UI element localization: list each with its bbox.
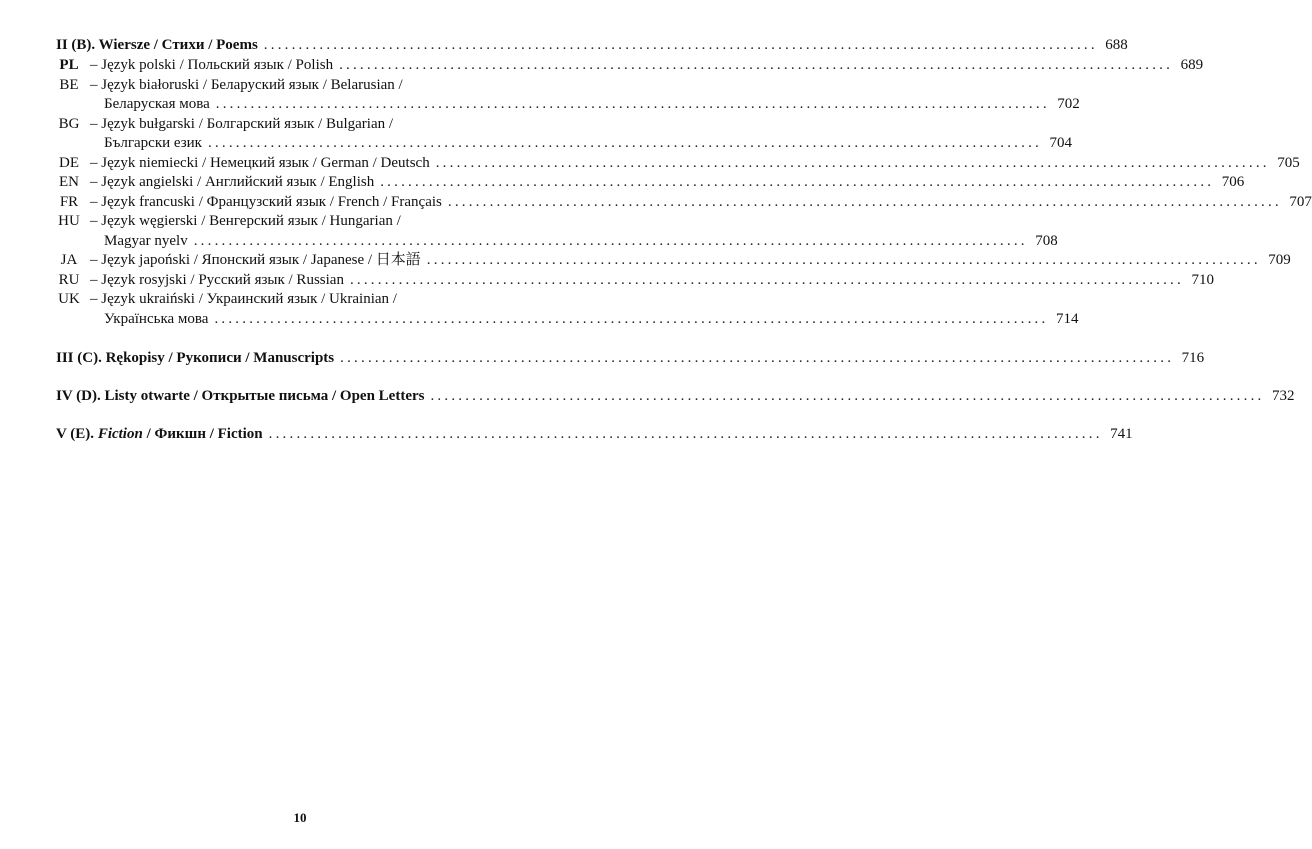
spacer bbox=[56, 369, 538, 385]
language-entry-be-continued bbox=[56, 95, 1080, 115]
language-entry-hu-continued bbox=[56, 232, 1058, 252]
page-number: 688 bbox=[1105, 37, 1128, 53]
dot-leader: ........................................................................................................................ bbox=[430, 388, 1265, 404]
dot-leader: ........................................................................................................................ bbox=[339, 57, 1174, 73]
dot-leader: ........................................................................................................................ bbox=[340, 350, 1175, 366]
language-title: – Język polski / Польский язык / Polish bbox=[90, 57, 334, 73]
section-title-italic: Fiction bbox=[97, 426, 143, 442]
language-title: – Język węgierski / Венгерский язык / Hungarian / bbox=[90, 213, 401, 229]
dot-leader: ........................................................................................................................ bbox=[193, 232, 1028, 249]
page-number: 707 bbox=[1289, 193, 1312, 210]
language-entry-ru bbox=[56, 271, 1214, 291]
page-number: 741 bbox=[1110, 426, 1133, 442]
page-footer-number: 10 bbox=[293, 810, 307, 825]
language-title: – Język niemiecki / Немецкий язык / German / Deutsch bbox=[90, 154, 430, 171]
dot-leader: ........................................................................................................................ bbox=[268, 426, 1103, 442]
section-title: III (C). Rękopisy / Рукописи / Manuscripts bbox=[56, 350, 335, 366]
dot-leader: ........................................................................................................................ bbox=[380, 174, 1215, 190]
language-code: BE bbox=[59, 76, 79, 93]
language-code: HU bbox=[58, 213, 80, 229]
language-code: FR bbox=[59, 193, 79, 210]
section-title bbox=[56, 423, 263, 445]
dot-leader: ........................................................................................................................ bbox=[215, 96, 1050, 112]
section-title-rest: / Фикшн / Fiction bbox=[142, 426, 263, 442]
dot-leader: ........................................................................................................................ bbox=[263, 37, 1098, 53]
dot-leader: ........................................................................................................................ bbox=[447, 193, 1282, 210]
language-title-continued: Magyar nyelv bbox=[104, 232, 188, 249]
section-manuscripts bbox=[56, 347, 1205, 369]
language-code: RU bbox=[58, 271, 80, 288]
language-title: – Język japoński / Японский язык / Japanese / 日本語 bbox=[90, 252, 421, 268]
page-number: 689 bbox=[1180, 57, 1204, 73]
page-number: 706 bbox=[1221, 174, 1245, 190]
page-number: 702 bbox=[1057, 96, 1080, 112]
page-number: 716 bbox=[1181, 350, 1205, 366]
page-number: 714 bbox=[1055, 310, 1079, 327]
dot-leader: ........................................................................................................................ bbox=[435, 154, 1270, 171]
page-number: 705 bbox=[1277, 154, 1300, 171]
spacer bbox=[56, 407, 538, 423]
dot-leader: ........................................................................................................................ bbox=[214, 310, 1049, 327]
language-title: – Język ukraiński / Украинский язык / Ukrainian / bbox=[90, 291, 397, 307]
page-number: 709 bbox=[1268, 252, 1291, 268]
section-poems bbox=[56, 34, 1128, 56]
language-code: BG bbox=[58, 115, 80, 132]
language-entry-fr bbox=[56, 193, 1312, 213]
language-entry-be bbox=[56, 76, 538, 96]
language-entry-ja bbox=[56, 251, 1291, 271]
dot-leader: ........................................................................................................................ bbox=[349, 271, 1184, 288]
language-title: – Język angielski / Английский язык / English bbox=[90, 174, 375, 190]
section-title-prefix: V (E). bbox=[56, 426, 98, 442]
table-of-contents bbox=[56, 34, 1312, 445]
page-number: 708 bbox=[1035, 232, 1058, 249]
language-entry-uk bbox=[56, 290, 538, 310]
section-title: IV (D). Listy otwarte / Открытые письма / Open Letters bbox=[56, 388, 425, 404]
language-code: PL bbox=[59, 57, 79, 73]
language-entry-bg-continued bbox=[56, 134, 1072, 154]
language-code: EN bbox=[59, 174, 79, 190]
page-number: 732 bbox=[1271, 388, 1295, 404]
spacer bbox=[56, 329, 538, 347]
language-title: – Język bułgarski / Болгарский язык / Bulgarian / bbox=[90, 115, 394, 132]
language-entry-pl bbox=[56, 56, 1204, 76]
section-title: II (B). Wiersze / Стихи / Poems bbox=[56, 37, 258, 53]
language-code: DE bbox=[59, 154, 79, 171]
language-entry-uk-continued bbox=[56, 310, 1079, 330]
section-open-letters bbox=[56, 385, 1295, 407]
dot-leader: ........................................................................................................................ bbox=[207, 135, 1042, 151]
dot-leader: ........................................................................................................................ bbox=[426, 252, 1261, 268]
language-entry-bg bbox=[56, 115, 538, 135]
page-number: 710 bbox=[1191, 271, 1214, 288]
language-entry-hu bbox=[56, 212, 538, 232]
language-title-continued: Български език bbox=[104, 135, 202, 151]
language-code: UK bbox=[58, 291, 80, 307]
language-title-continued: Українська мова bbox=[104, 310, 209, 327]
page-number: 704 bbox=[1049, 135, 1072, 151]
language-code: JA bbox=[60, 252, 78, 268]
language-title: – Język rosyjski / Русский язык / Russian bbox=[90, 271, 344, 288]
language-title: – Język francuski / Французский язык / French / Français bbox=[90, 193, 442, 210]
language-entry-en bbox=[56, 173, 1245, 193]
language-entry-de bbox=[56, 154, 1300, 174]
language-title-continued: Беларуская мова bbox=[104, 96, 210, 112]
language-title: – Język białoruski / Беларуский язык / Belarusian / bbox=[90, 76, 403, 93]
section-fiction bbox=[56, 423, 1133, 445]
